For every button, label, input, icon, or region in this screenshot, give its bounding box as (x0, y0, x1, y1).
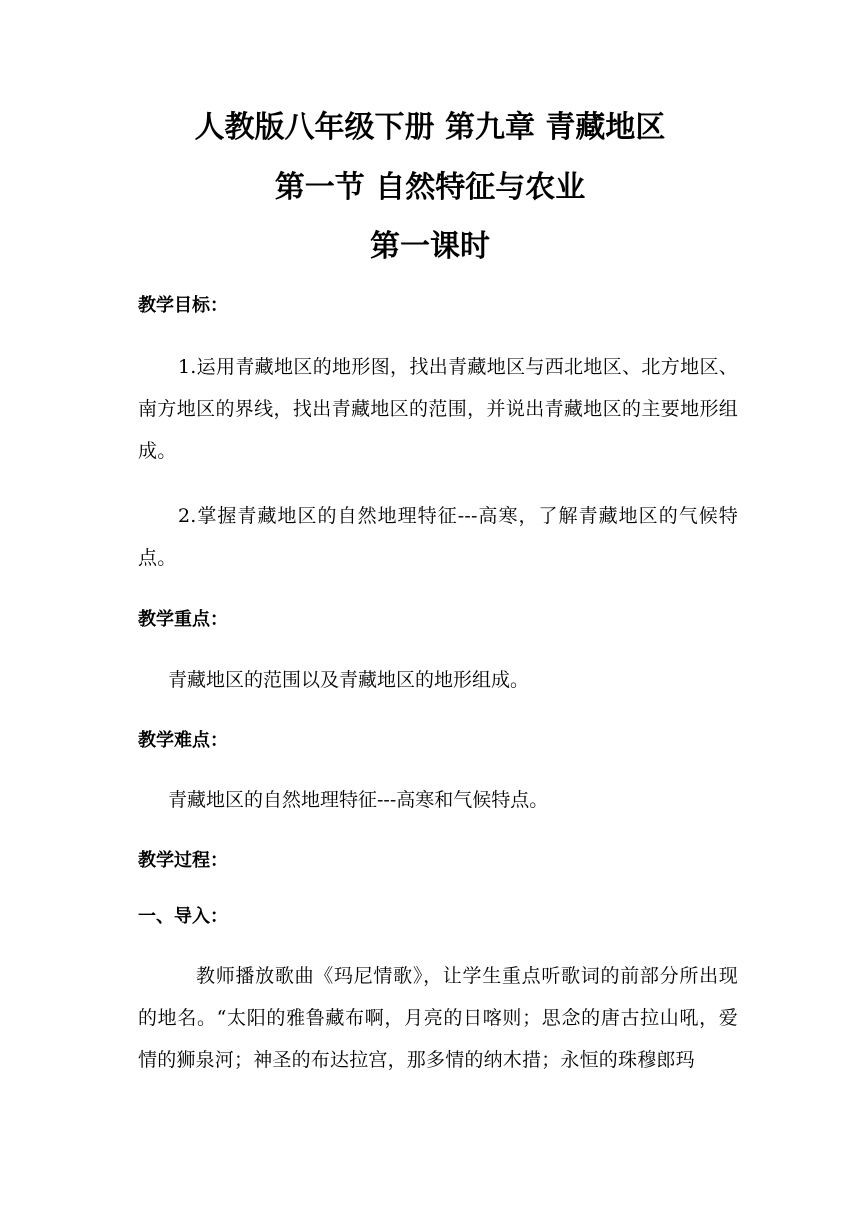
objective-1: 1.运用青藏地区的地形图，找出青藏地区与西北地区、北方地区、南方地区的界线，找出青藏地区的范围，并说出青藏地区的主要地形组成。 (138, 356, 738, 462)
key-points-heading: 教学重点： (138, 609, 228, 630)
difficulties-text: 青藏地区的自然地理特征---高寒和气候特点。 (168, 789, 549, 811)
section-title: 第一节 自然特征与农业 (274, 170, 586, 205)
key-points-text: 青藏地区的范围以及青藏地区的地形组成。 (168, 669, 530, 691)
intro-heading: 一、导入： (138, 906, 228, 927)
intro-text: 教师播放歌曲《玛尼情歌》，让学生重点听歌词的前部分所出现的地名。“太阳的雅鲁藏布啊，月亮的日喀则；思念的唐古拉山吼，爱情的狮泉河；神圣的布达拉宫，那多情的纳木措；永恒的珠穆郎玛 (138, 965, 738, 1071)
lesson-title: 第一课时 (370, 229, 490, 264)
difficulties-heading: 教学难点： (138, 730, 228, 751)
objective-2: 2.掌握青藏地区的自然地理特征---高寒，了解青藏地区的气候特点。 (138, 505, 738, 569)
process-heading: 教学过程： (138, 850, 228, 871)
objectives-heading: 教学目标： (138, 295, 228, 316)
document-title: 人教版八年级下册 第九章 青藏地区 (194, 110, 666, 145)
